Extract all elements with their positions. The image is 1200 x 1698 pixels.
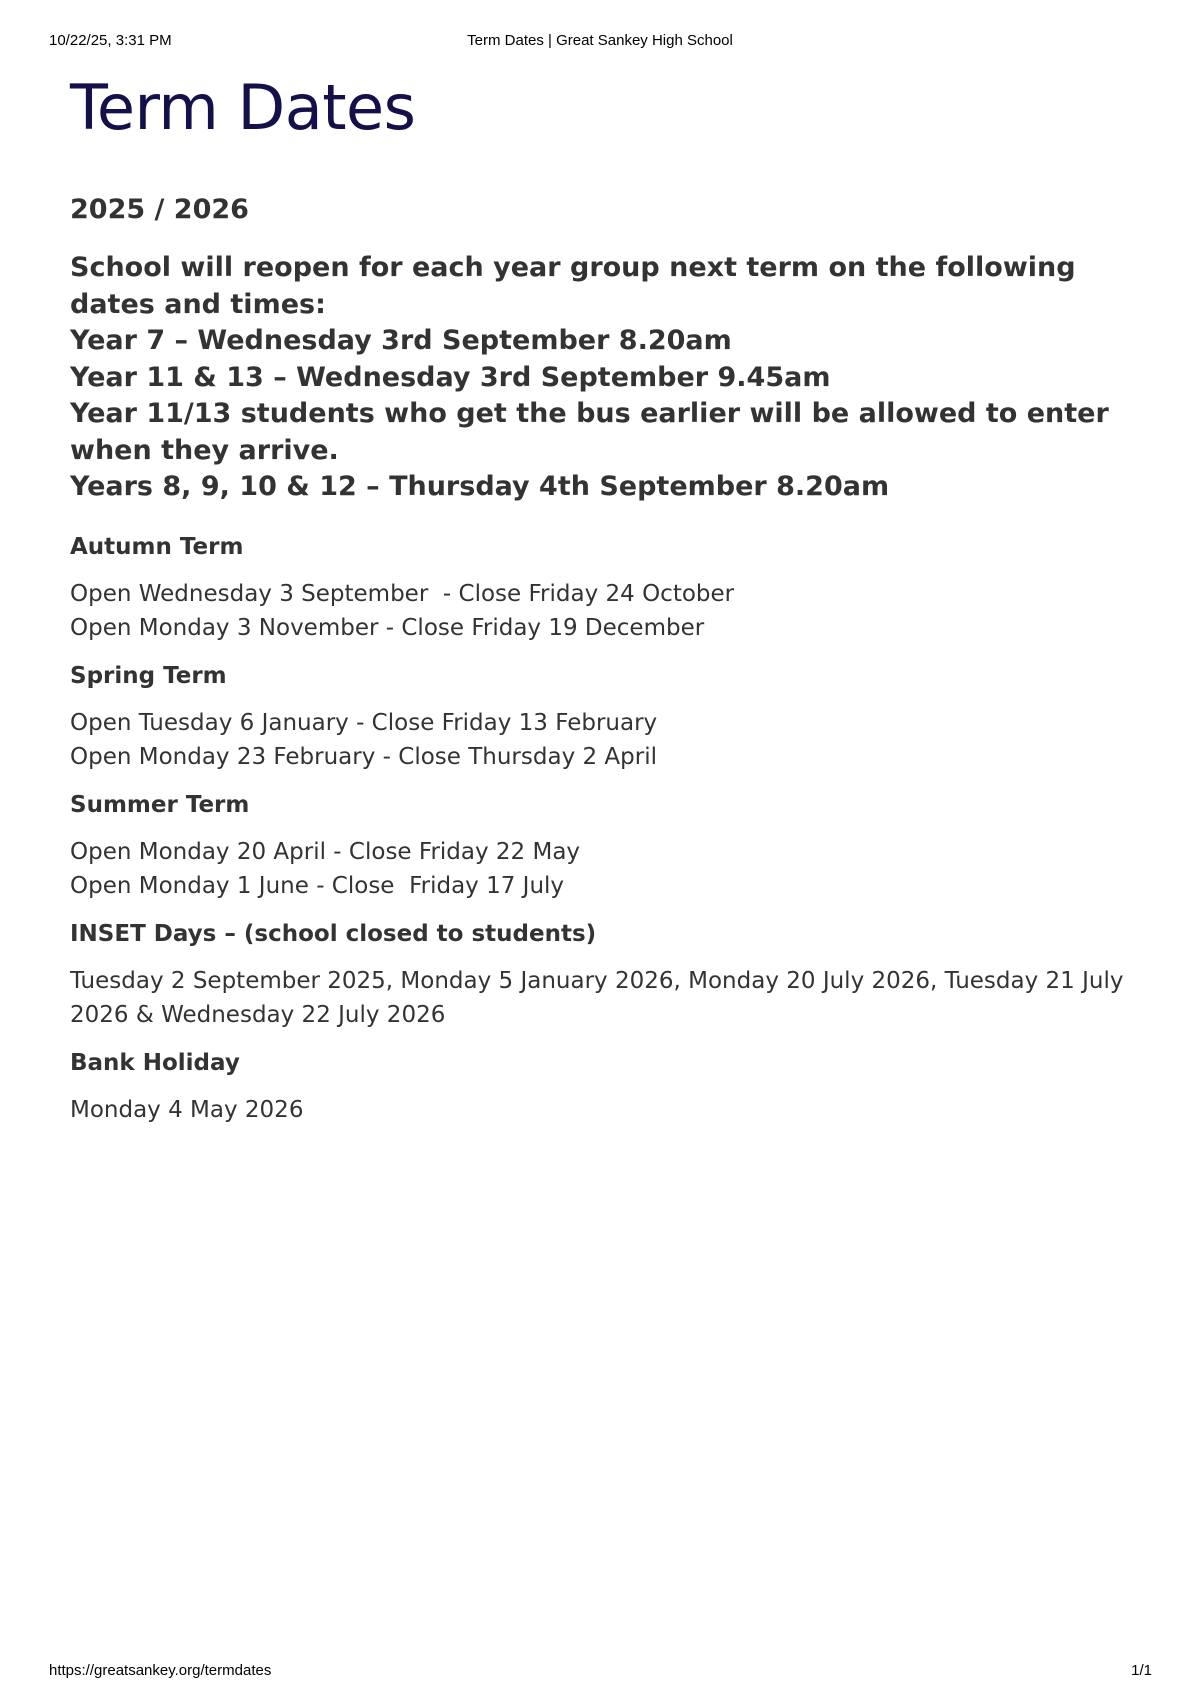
term-date-line: Open Wednesday 3 September - Close Friday 24 October: [70, 581, 735, 607]
term-sections: [70, 530, 1130, 1142]
reopen-line: Year 11/13 students who get the bus earlier will be allowed to enter when they arrive.: [70, 398, 1109, 466]
term-date-line: Open Monday 1 June - Close Friday 17 July: [70, 872, 565, 899]
term-date-line: Open Monday 23 February - Close Thursday 2 April: [70, 743, 658, 770]
reopen-line: Years 8, 9, 10 & 12 – Thursday 4th September 8.20am: [70, 471, 890, 502]
print-page-number: 1/1: [1131, 1662, 1152, 1679]
print-header: [0, 32, 1200, 52]
reopen-line: Year 11 & 13 – Wednesday 3rd September 9.45am: [70, 361, 831, 393]
reopen-line: School will reopen for each year group next term on the following dates and times:: [70, 252, 1076, 320]
section-heading-summer: Summer Term: [70, 792, 250, 818]
bank-holiday-text: Monday 4 May 2026: [70, 1097, 304, 1123]
main-content: [70, 70, 1131, 1123]
section-heading-inset-days: INSET Days – (school closed to students): [70, 921, 597, 947]
print-datetime: 10/22/25, 3:31 PM: [49, 32, 172, 49]
term-date-line: Open Tuesday 6 January - Close Friday 13 February: [70, 710, 658, 736]
section-body-inset-days: [70, 965, 1130, 1032]
print-page-title: Term Dates | Great Sankey High School: [467, 32, 733, 49]
section-heading-bank-holiday: Bank Holiday: [70, 1050, 240, 1076]
print-url: https://greatsankey.org/termdates: [49, 1662, 272, 1679]
section-heading-autumn: Autumn Term: [70, 534, 244, 560]
term-date-line: Open Monday 3 November - Close Friday 19 December: [70, 614, 705, 641]
reopen-line: Year 7 – Wednesday 3rd September 8.20am: [70, 325, 732, 356]
page-title: Term Dates: [70, 71, 416, 144]
print-footer: [0, 1662, 1200, 1682]
inset-days-text: Tuesday 2 September 2025, Monday 5 January 2026, Monday 20 July 2026, Tuesday 21 July 2026 & Wednesday 22 July 2026: [70, 968, 1131, 1028]
section-body-autumn: [70, 578, 1130, 645]
section-heading-spring: Spring Term: [70, 663, 227, 689]
section-body-spring: [70, 707, 1130, 774]
section-body-bank-holiday: [70, 1094, 1130, 1128]
reopen-notice: [70, 250, 1130, 506]
year-heading: 2025 / 2026: [70, 194, 249, 225]
section-body-summer: [70, 836, 1130, 903]
term-date-line: Open Monday 20 April - Close Friday 22 May: [70, 839, 581, 865]
